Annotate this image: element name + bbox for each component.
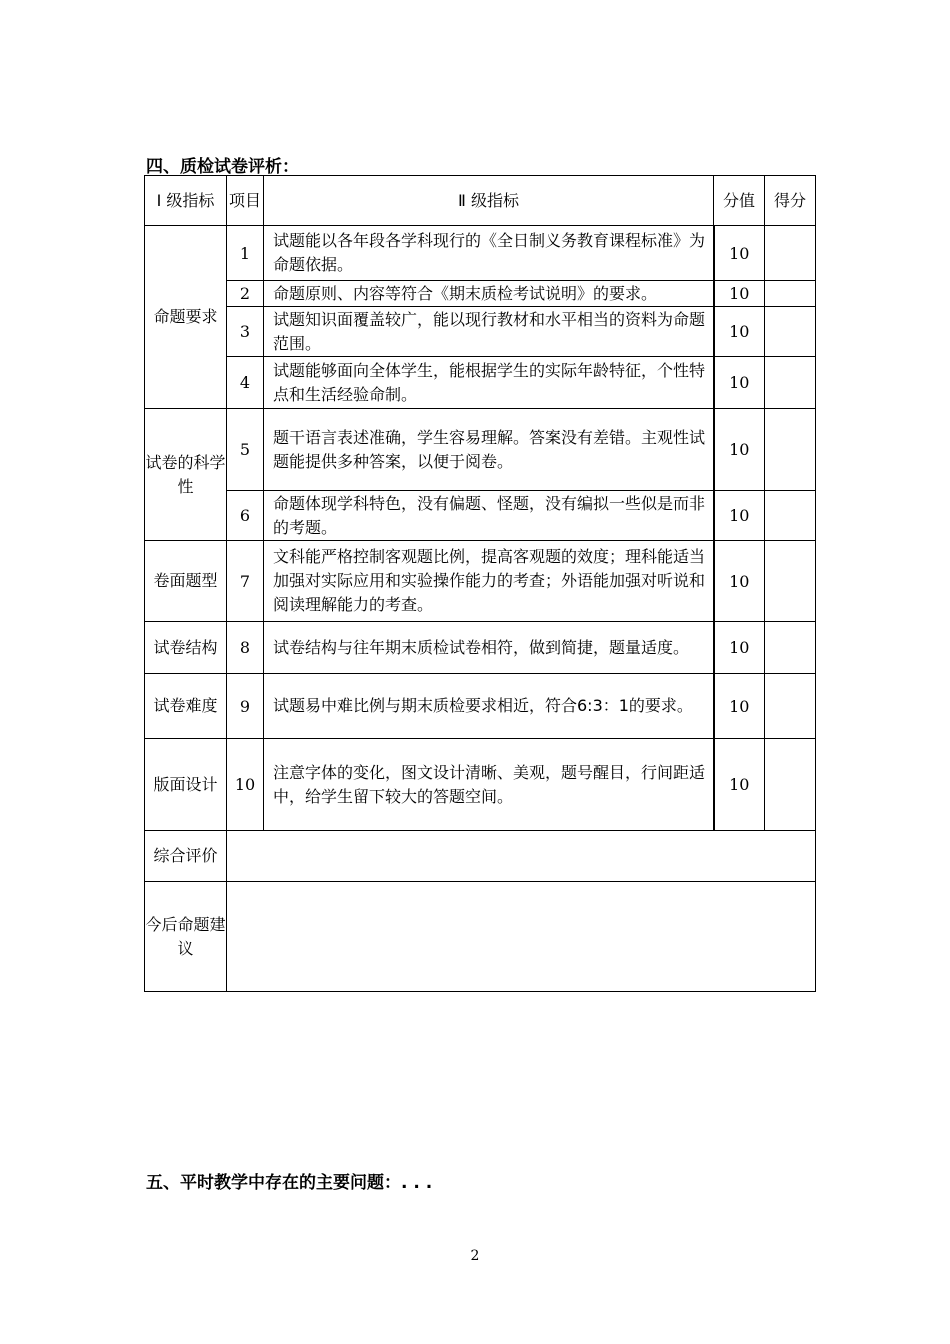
item-number: 10 — [227, 739, 264, 831]
group-label: 试卷结构 — [145, 622, 227, 674]
criterion-text: 试题能够面向全体学生，能根据学生的实际年龄特征，个性特点和生活经验命制。 — [264, 357, 714, 409]
group-label: 试卷难度 — [145, 674, 227, 739]
criterion-text: 命题原则、内容等符合《期末质检考试说明》的要求。 — [264, 281, 714, 307]
table-row — [145, 491, 816, 541]
group-label: 卷面题型 — [145, 541, 227, 622]
item-number: 8 — [227, 622, 264, 674]
criterion-text: 试题能以各年段各学科现行的《全日制义务教育课程标准》为命题依据。 — [264, 226, 714, 281]
score-value: 10 — [714, 307, 765, 357]
criterion-text: 文科能严格控制客观题比例，提高客观题的效度；理科能适当加强对实际应用和实验操作能力的考查；外语能加强对听说和阅读理解能力的考查。 — [264, 541, 714, 622]
score-got-cell — [765, 674, 816, 739]
item-number: 5 — [227, 409, 264, 491]
table-row — [145, 674, 816, 739]
score-value: 10 — [714, 622, 765, 674]
section-4-title: 四、质检试卷评析： — [146, 157, 299, 177]
score-got-cell — [765, 409, 816, 491]
group-label: 试卷的科学性 — [145, 409, 227, 541]
item-number: 3 — [227, 307, 264, 357]
score-value: 10 — [714, 541, 765, 622]
advice-label: 今后命题建议 — [145, 882, 227, 992]
header-score: 分值 — [714, 176, 765, 226]
criterion-text: 试题知识面覆盖较广，能以现行教材和水平相当的资料为命题范围。 — [264, 307, 714, 357]
exam-evaluation-table — [144, 175, 816, 992]
score-value: 10 — [714, 491, 765, 541]
table-row — [145, 226, 816, 281]
score-got-cell — [765, 491, 816, 541]
header-item: 项目 — [227, 176, 264, 226]
criterion-text: 题干语言表述准确，学生容易理解。答案没有差错。主观性试题能提供多种答案，以便于阅卷。 — [264, 409, 714, 491]
item-number: 4 — [227, 357, 264, 409]
score-value: 10 — [714, 357, 765, 409]
table-row — [145, 739, 816, 831]
header-level2: Ⅱ 级指标 — [264, 176, 714, 226]
table-row — [145, 307, 816, 357]
advice-value-cell[interactable] — [227, 882, 816, 992]
item-number: 7 — [227, 541, 264, 622]
item-number: 2 — [227, 281, 264, 307]
score-got-cell — [765, 357, 816, 409]
table-row — [145, 409, 816, 491]
header-level1: Ⅰ 级指标 — [145, 176, 227, 226]
advice-row — [145, 882, 816, 992]
summary-row — [145, 831, 816, 882]
score-value: 10 — [714, 409, 765, 491]
score-got-cell — [765, 226, 816, 281]
score-got-cell — [765, 281, 816, 307]
group-label: 命题要求 — [145, 226, 227, 409]
page-number: 2 — [470, 1248, 480, 1264]
score-got-cell — [765, 307, 816, 357]
score-got-cell — [765, 541, 816, 622]
score-value: 10 — [714, 739, 765, 831]
score-value: 10 — [714, 226, 765, 281]
item-number: 9 — [227, 674, 264, 739]
group-label: 版面设计 — [145, 739, 227, 831]
score-value: 10 — [714, 674, 765, 739]
item-number: 6 — [227, 491, 264, 541]
table-row — [145, 357, 816, 409]
header-got: 得分 — [765, 176, 816, 226]
criterion-text: 注意字体的变化，图文设计清晰、美观，题号醒目，行间距适中，给学生留下较大的答题空间。 — [264, 739, 714, 831]
criterion-text: 命题体现学科特色，没有偏题、怪题，没有编拟一些似是而非的考题。 — [264, 491, 714, 541]
summary-value-cell[interactable] — [227, 831, 816, 882]
section-5-title: 五、平时教学中存在的主要问题：. . . — [146, 1173, 433, 1193]
table-row — [145, 541, 816, 622]
table-row — [145, 281, 816, 307]
criterion-text: 试题易中难比例与期末质检要求相近，符合6:3：1的要求。 — [264, 674, 714, 739]
score-got-cell — [765, 739, 816, 831]
table-header-row — [145, 176, 816, 226]
score-value: 10 — [714, 281, 765, 307]
summary-label: 综合评价 — [145, 831, 227, 882]
table-row — [145, 622, 816, 674]
score-got-cell — [765, 622, 816, 674]
item-number: 1 — [227, 226, 264, 281]
criterion-text: 试卷结构与往年期末质检试卷相符，做到简捷，题量适度。 — [264, 622, 714, 674]
